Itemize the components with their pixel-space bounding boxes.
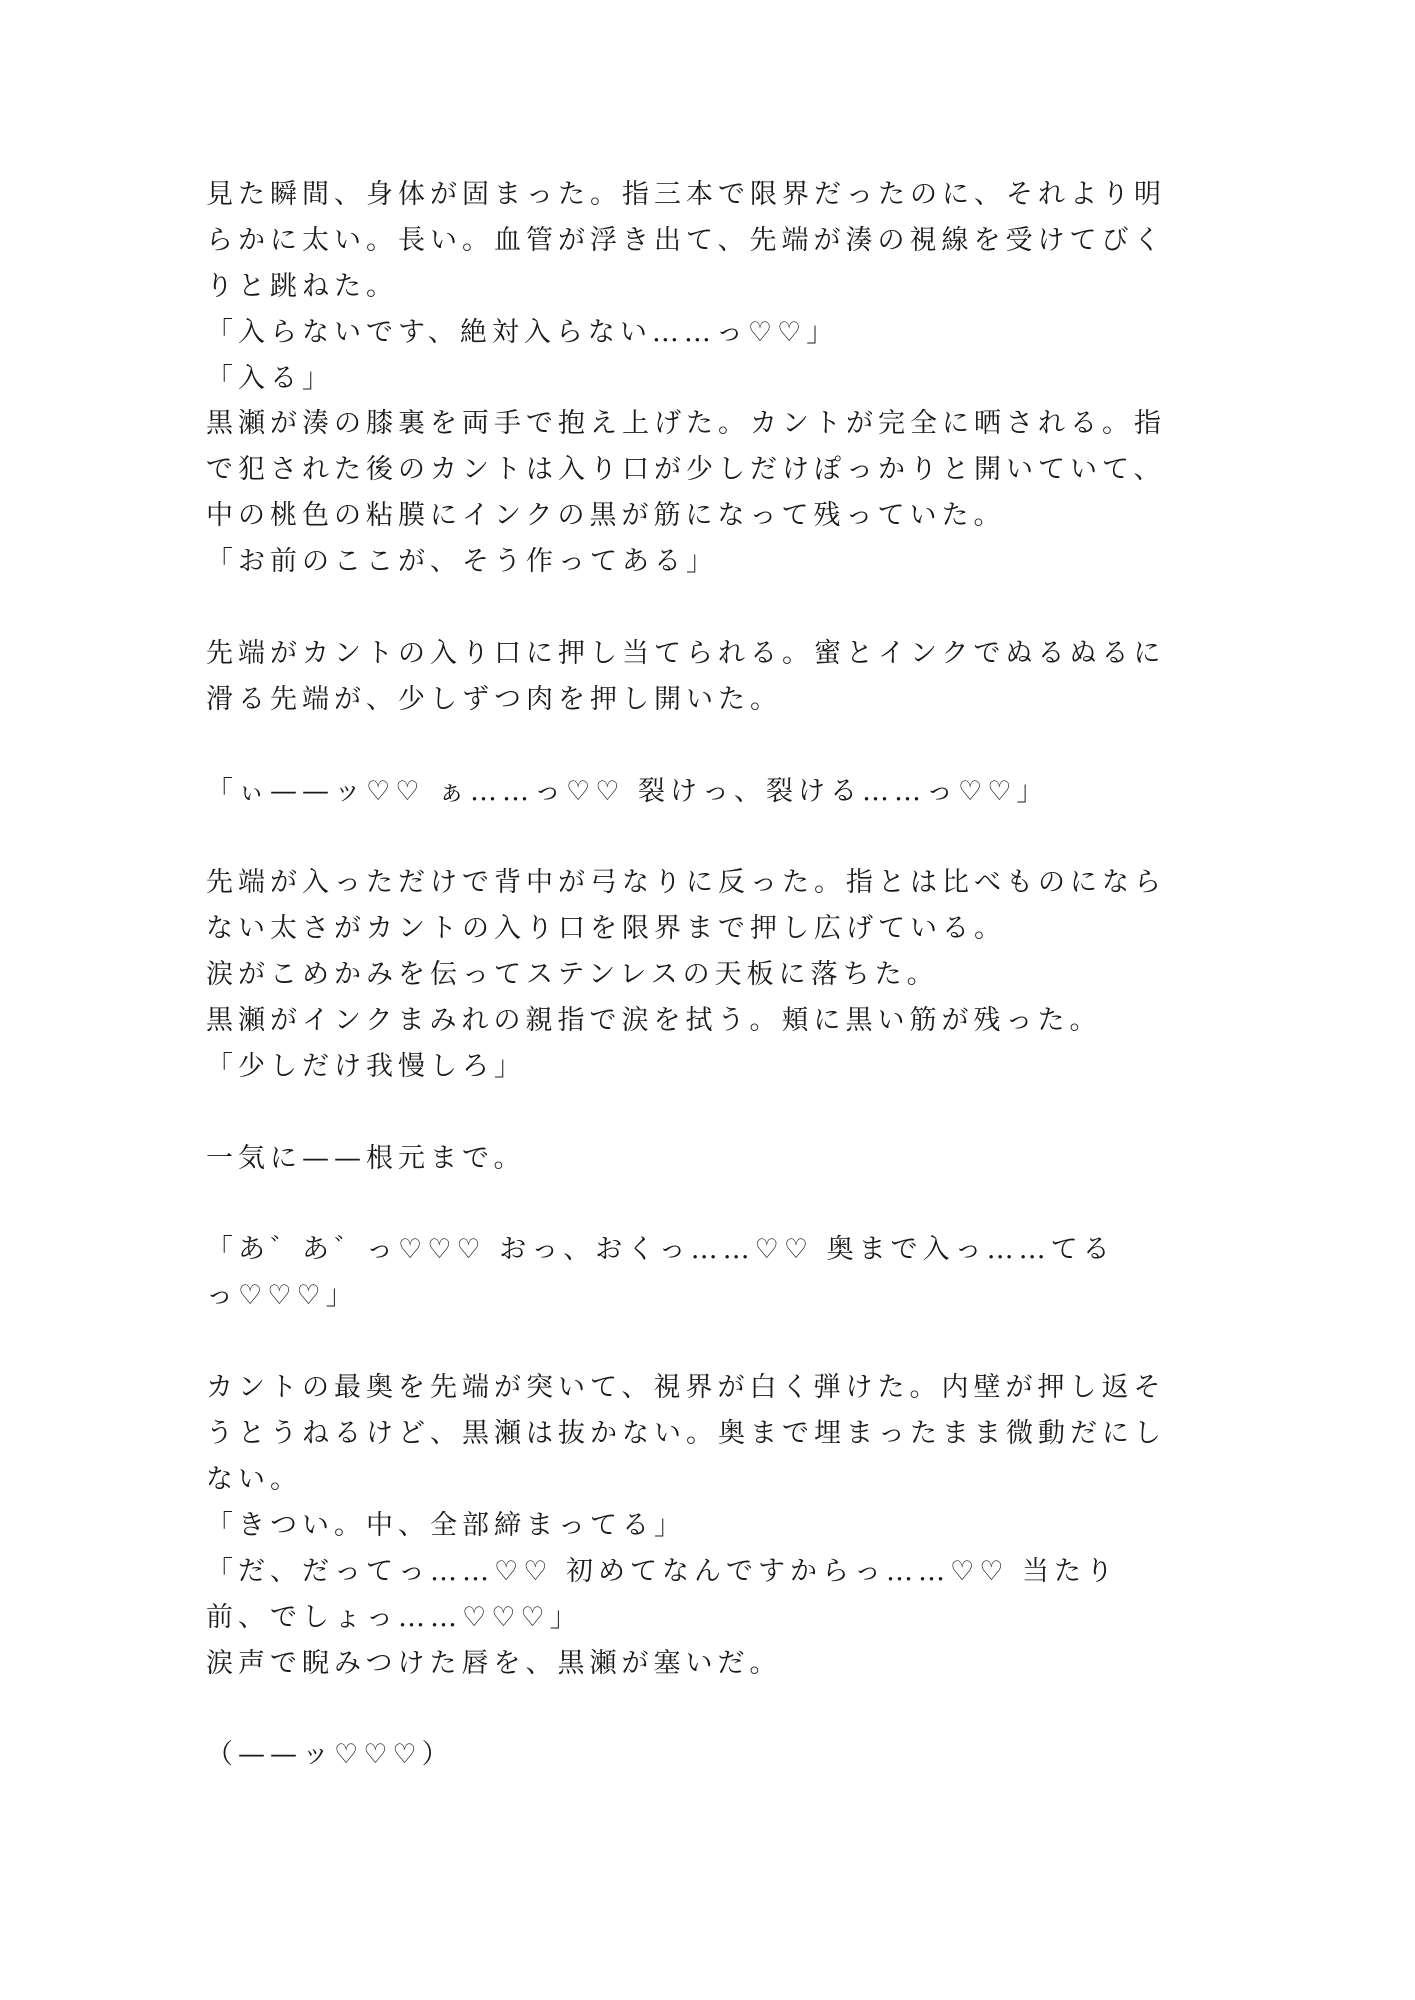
text-line: 一気に——根元まで。 xyxy=(206,1142,526,1174)
blank-line xyxy=(206,1686,1206,1732)
text-line: 先端がカントの入り口に押し当てられる。蜜とインクでぬるぬるに xyxy=(206,637,1166,669)
text-line: 中の桃色の粘膜にインクの黒が筋になって残っていた。 xyxy=(206,500,1006,532)
text-line: っ♡♡♡」 xyxy=(206,1280,358,1312)
text-line: 黒瀬がインクまみれの親指で涙を拭う。頬に黒い筋が残った。 xyxy=(206,1005,1102,1037)
document-body xyxy=(206,172,1206,1778)
blank-line xyxy=(206,1090,1206,1136)
text-line: 先端が入っただけで背中が弓なりに反った。指とは比べものになら xyxy=(206,867,1166,899)
blank-line xyxy=(206,1182,1206,1228)
text-line: らかに太い。長い。血管が浮き出て、先端が湊の視線を受けてびく xyxy=(206,224,1166,256)
text-line: で犯された後のカントは入り口が少しだけぽっかりと開いていて、 xyxy=(206,454,1166,486)
text-line: 「お前のここが、そう作ってある」 xyxy=(206,546,718,578)
text-line: 涙がこめかみを伝ってステンレスの天板に落ちた。 xyxy=(206,959,939,991)
text-line: 涙声で睨みつけた唇を、黒瀬が塞いだ。 xyxy=(206,1647,782,1679)
text-line: ない太さがカントの入り口を限界まで押し広げている。 xyxy=(206,913,1006,945)
text-line: うとうねるけど、黒瀬は抜かない。奥まで埋まったまま微動だにし xyxy=(206,1418,1166,1450)
blank-line xyxy=(206,814,1206,860)
text-line: ない。 xyxy=(206,1463,302,1495)
text-line: （——ッ♡♡♡） xyxy=(206,1739,454,1771)
text-line: カントの最奥を先端が突いて、視界が白く弾けた。内壁が押し返そ xyxy=(206,1372,1166,1404)
text-line: 「入る」 xyxy=(206,362,334,394)
text-line: 「入らないです、絶対入らない……っ♡♡」 xyxy=(206,316,839,348)
text-line: 「だ、だってっ……♡♡ 初めてなんですからっ……♡♡ 当たり xyxy=(206,1555,1118,1587)
blank-line xyxy=(206,585,1206,631)
text-line: 「少しだけ我慢しろ」 xyxy=(206,1050,526,1082)
blank-line xyxy=(206,1319,1206,1365)
text-line: 「きつい。中、全部締まってる」 xyxy=(206,1509,686,1541)
text-line: りと跳ねた。 xyxy=(206,270,398,302)
text-line: 「あ゛あ゛っ♡♡♡ おっ、おくっ……♡♡ 奥まで入っ……てる xyxy=(206,1234,1115,1266)
blank-line xyxy=(206,723,1206,769)
text-line: 前、でしょっ……♡♡♡」 xyxy=(206,1601,582,1633)
text-line: 見た瞬間、身体が固まった。指三本で限界だったのに、それより明 xyxy=(206,179,1166,210)
text-line: 黒瀬が湊の膝裏を両手で抱え上げた。カントが完全に晒される。指 xyxy=(206,408,1166,440)
text-line: 「ぃ——ッ♡♡ ぁ……っ♡♡ 裂けっ、裂ける……っ♡♡」 xyxy=(206,775,1049,807)
text-line: 滑る先端が、少しずつ肉を押し開いた。 xyxy=(206,683,782,715)
